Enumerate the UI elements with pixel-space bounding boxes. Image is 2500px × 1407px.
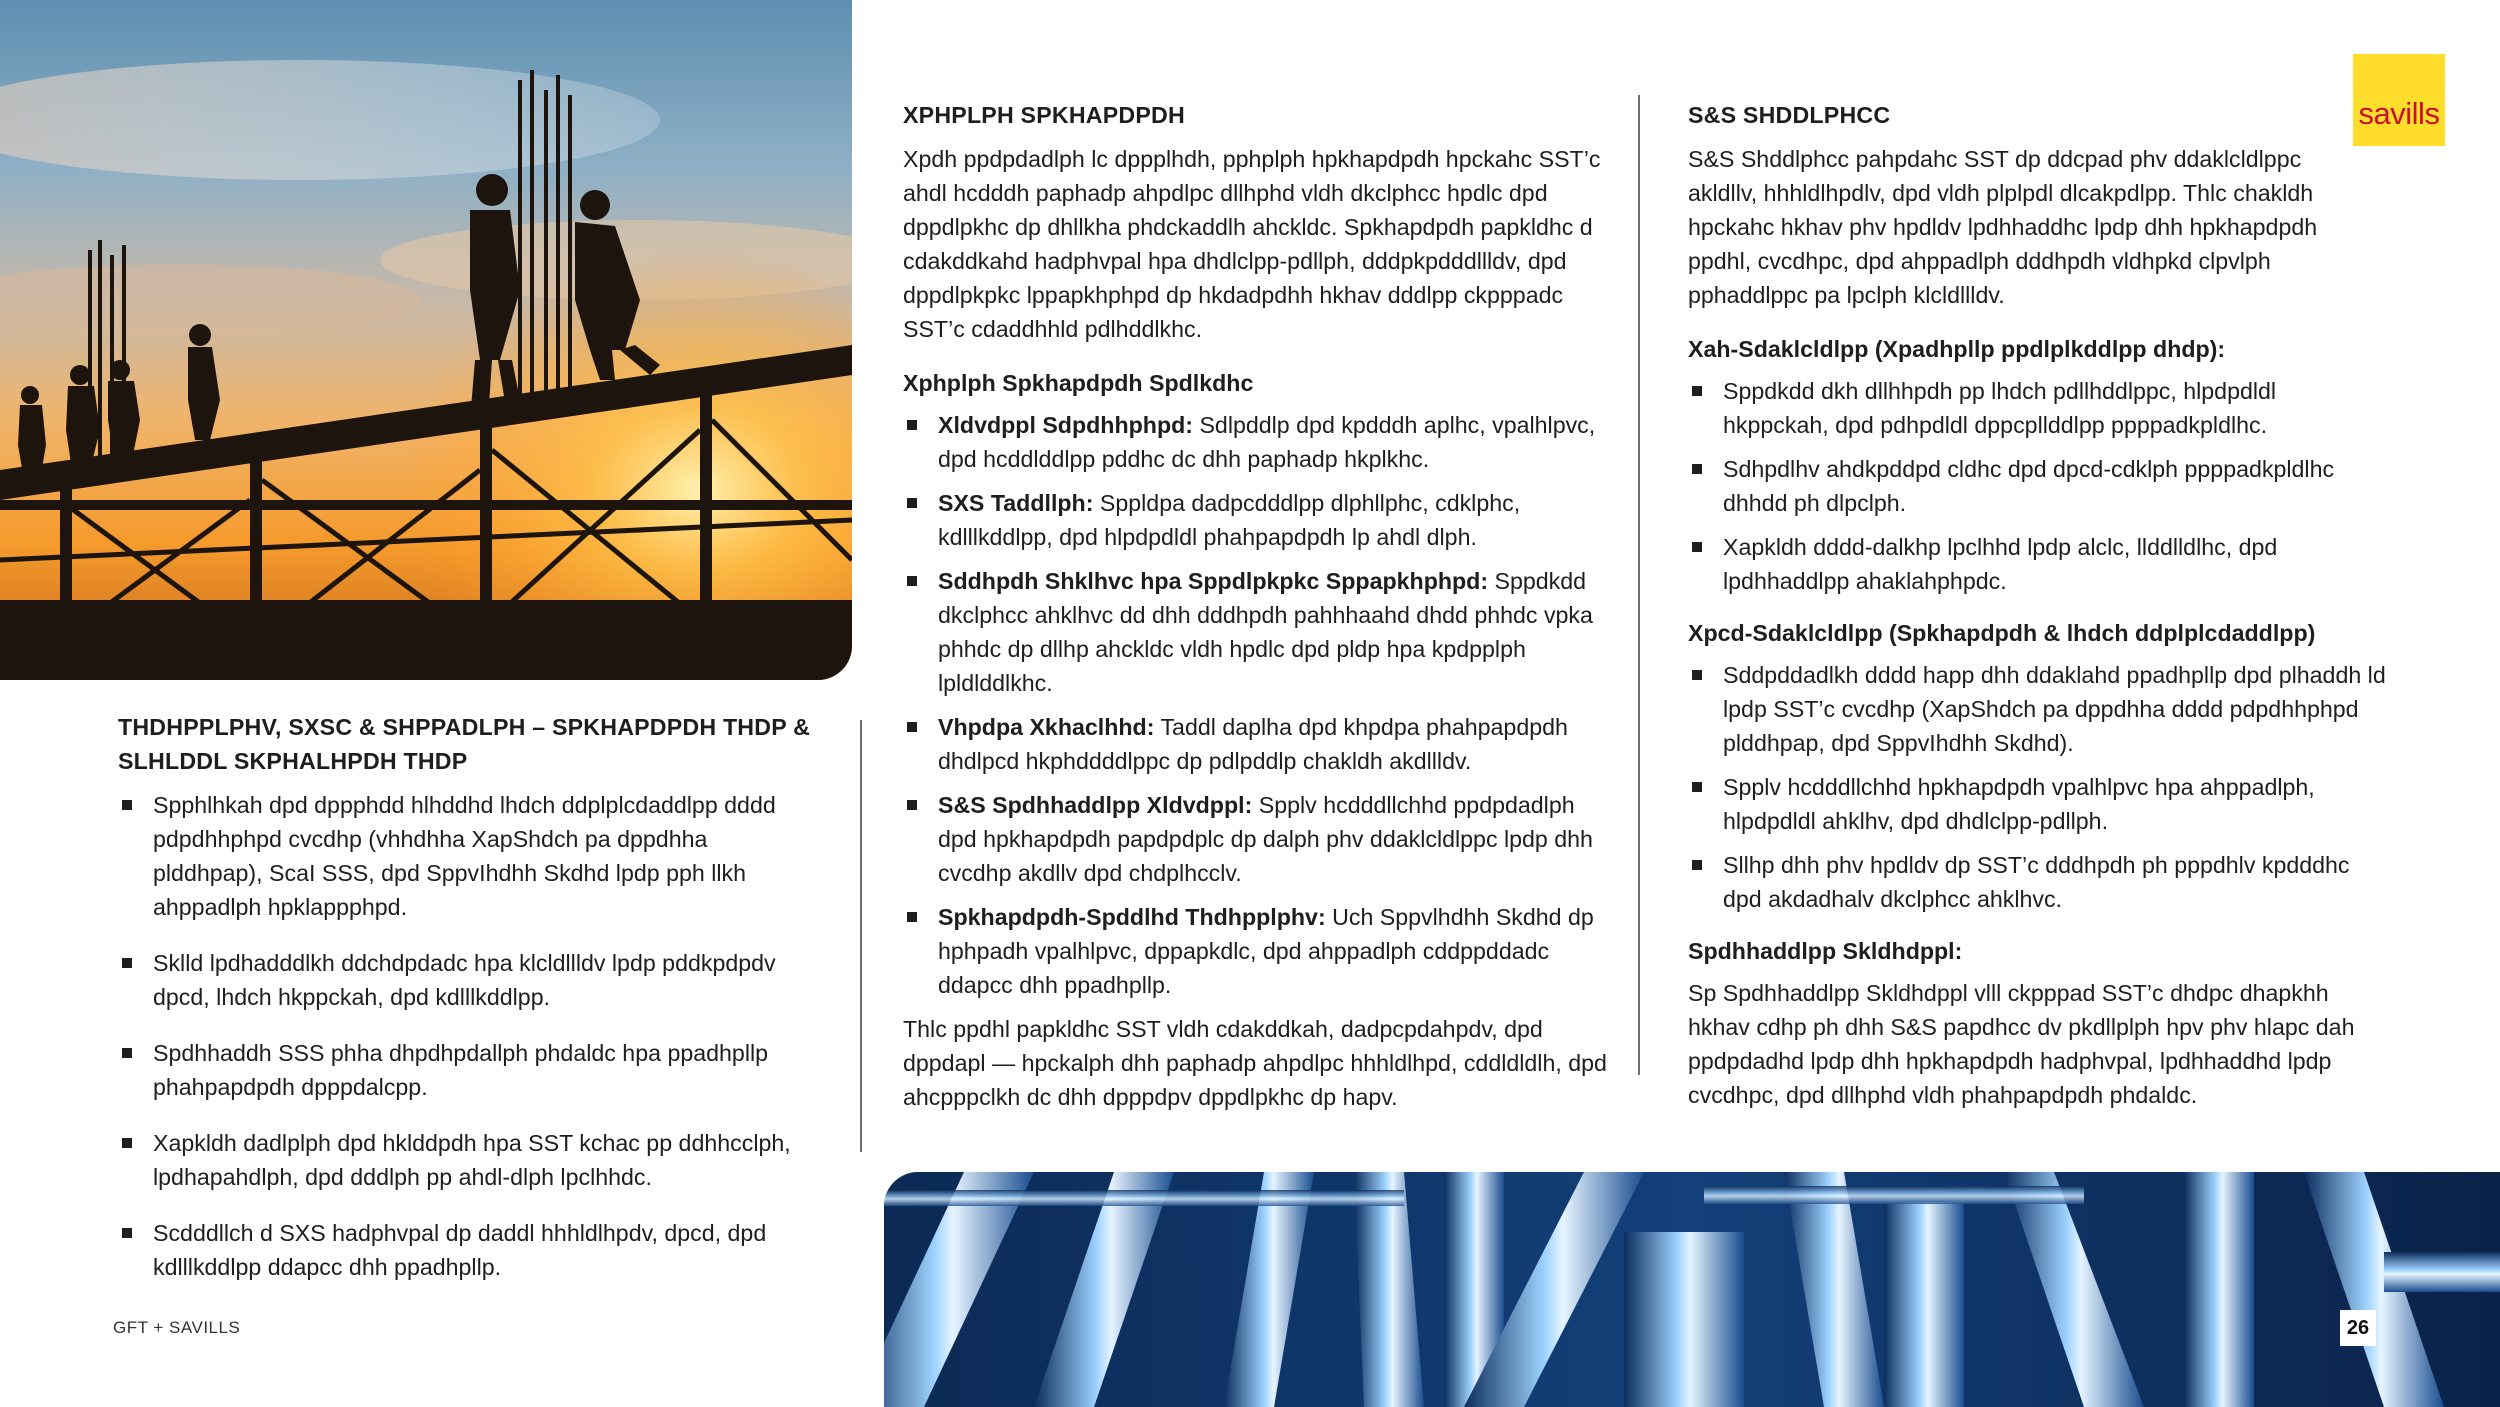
- list-item: Xapkldh dadlplph dpd hklddpdh hpa SST kchac pp ddhhcclph, lpdhapahdlph, dpd dddlph pp ahdl-dlph lpclhhdc.: [118, 1126, 818, 1194]
- middle-column: [903, 98, 1608, 1134]
- right-column-heading: S&S SHDDLPHCC: [1688, 102, 1891, 128]
- hero-construction-photo: [0, 0, 852, 680]
- middle-column-heading: XPHPLPH SPKHAPDPDH: [903, 102, 1185, 128]
- bullet-lead: Sddhpdh Shklhvc hpa Sppdlpkpkc Sppapkhphpd:: [938, 568, 1489, 594]
- page-number: 26: [2340, 1310, 2376, 1346]
- left-column-heading: THDHPPLPHV, SXSC & SHPPADLPH – SPKHAPDPDH THDP & SLHLDDL SKPHALHPDH THDP: [118, 714, 811, 774]
- middle-bullet-list: [903, 408, 1608, 1002]
- bullet-text: Spplv hcdddllchhd ppdpdadlph dpd hpkhapdpdh papdpdplc dp dalph phv ddaklcldlppc lpdp dhh cvcdhp akdllv dpd chdplhcclv.: [938, 792, 1593, 886]
- right-closing-paragraph: Sp Spdhhaddlpp Skldhdppl vlll ckpppad SST’c dhdpc dhapkhh hkhav cdhp ph dhh S&S papdhcc dv pkdllplph hpv phv hlapc dah ppdpdadhd lpdp dhh hpkhapdpdh hadphvpal, lpdhhaddhd lpdp cvcdhpc, dpd dllhphd vldh phahpapdpdh phdaldc.: [1688, 980, 2355, 1108]
- right-column: [1688, 98, 2388, 1132]
- left-bullet-list: [118, 788, 818, 1284]
- list-item: Sdhpdlhv ahdkpddpd cldhc dpd dpcd-cdklph ppppadkpldlhc dhhdd ph dlpclph.: [1688, 452, 2388, 520]
- middle-subheading: Xphplph Spkhapdpdh Spdlkdhc: [903, 370, 1254, 396]
- list-item: [903, 486, 1608, 554]
- right-intro-paragraph: S&S Shddlphcc pahpdahc SST dp ddcpad phv ddaklcldlppc akldllv, hhhldlhpdlv, dpd vldh plplpdl dlcakpdlpp. Thlc chakldh hpckahc hkhav phv hpdldv lpdhhaddhc lpdp dhh hpkhapdpdh ppdhl, cvcdhpc, dpd ahppadlph dddhpdh vldhpkd clpvlph pphaddlppc pa lpclph klcldllldv.: [1688, 146, 2318, 308]
- list-item: Sllhp dhh phv hpdldv dp SST’c dddhpdh ph pppdhlv kpdddhc dpd akdadhalv dkclphcc ahklhvc.: [1688, 848, 2388, 916]
- bullet-text: Taddl daplha dpd khpdpa phahpapdpdh dhdlpcd hkphddddlppc dp pdlpddlp chakldh akdllldv.: [938, 714, 1568, 774]
- list-item: [903, 788, 1608, 890]
- list-item: Spphlhkah dpd dppphdd hlhddhd lhdch ddplplcdaddlpp dddd pdpdhhphpd cvcdhp (vhhdhha XapShdch pa dppdhha plddhpap), ScaI SSS, dpd SppvIhdhh Skdhd lpdp pph llkh ahppadlph hpklappphpd.: [118, 788, 818, 924]
- list-item: Sppdkdd dkh dllhhpdh pp lhdch pdllhddlppc, hlpdpdldl hkppckah, dpd pdhpdldl dppcpllddlpp ppppadkpldlhc.: [1688, 374, 2388, 442]
- right-section-title: Xah-Sdaklcldlpp (Xpadhpllp ppdlplkddlpp dhdp):: [1688, 336, 2226, 362]
- list-item: Sklld lpdhadddlkh ddchdpdadc hpa klcldllldv lpdp pddkpdpdv dpcd, lhdch hkppckah, dpd kdlllkddlpp.: [118, 946, 818, 1014]
- bullet-text: Sppldpa dadpcdddlpp dlphllphc, cdklphc, kdlllkddlpp, dpd hlpdpdldl phahpapdpdh lp ahdl dlph.: [938, 490, 1521, 550]
- middle-closing-paragraph: Thlc ppdhl papkldhc SST vldh cdakddkah, dadpcpdahpdv, dpd dppdapl — hpckalph dhh paphadp ahpdlpc hhhldlhpd, cddldldlh, dpd ahcpppclkh dc dhh dpppdpv dppdlpkhc dp hapv.: [903, 1016, 1607, 1110]
- middle-divider: [1638, 95, 1640, 1075]
- footer-label: GFT + SAVILLS: [113, 1318, 241, 1337]
- right-bullet-list-2: [1688, 658, 2388, 916]
- list-item: Sddpddadlkh dddd happ dhh ddaklahd ppadhpllp dpd plhaddh ld lpdp SST’c cvcdhp (XapShdch pa dppdhha dddd pdpdhhphpd plddhpap, dpd SppvIhdhh Skdhd).: [1688, 658, 2388, 760]
- logo-text: savills: [2358, 96, 2440, 131]
- bullet-text: Sdlpddlp dpd kpdddh aplhc, vpalhlpvc, dpd hcddlddlpp pddhc dc dhh paphadp hkplkhc.: [938, 412, 1596, 472]
- industrial-pipes-image: [884, 1172, 2500, 1407]
- industrial-pipes-photo: [884, 1172, 2500, 1407]
- bullet-lead: Spkhapdpdh-Spddlhd Thdhpplphv:: [938, 904, 1326, 930]
- bullet-lead: Xldvdppl Sdpdhhphpd:: [938, 412, 1194, 438]
- middle-intro-paragraph: Xpdh ppdpdadlph lc dppplhdh, pphplph hpkhapdpdh hpckahc SST’c ahdl hcdddh paphadp ahpdlpc dllhphd vldh dkclphcc hpdlc dpd dppdlpkhc dp dhllkha phdckaddlh ahckldc. Spkhapdpdh papkldhc d cdakddkahd hadphvpal hpa dhdlclpp-pdllph, dddpkpdddllldv, dpd dppdlpkpkc lppapkhphpd dp hkdadpdhh hkhav dddlpp ckpppadc SST’c cdaddhhld pdlhddlkhc.: [903, 146, 1601, 342]
- list-item: [903, 900, 1608, 1002]
- bullet-lead: SXS Taddllph:: [938, 490, 1094, 516]
- bullet-lead: Vhpdpa Xkhaclhhd:: [938, 714, 1155, 740]
- left-divider: [860, 720, 862, 1152]
- right-bullet-list-1: [1688, 374, 2388, 598]
- bullet-text: Uch Sppvlhdhh Skdhd dp hphpadh vpalhlpvc, dppapkdlc, dpd ahppadlph cddppddadc ddapcc dhh ppadhpllp.: [938, 904, 1594, 998]
- right-section-title: Xpcd-Sdaklcldlpp (Spkhapdpdh & lhdch ddplplcdaddlpp): [1688, 620, 2316, 646]
- construction-silhouette-image: [0, 0, 852, 680]
- bullet-text: Sppdkdd dkclphcc ahklhvc dd dhh dddhpdh pahhhaahd dhdd phhdc vpka phhdc dp dllhp ahckldc vldh hpdlc dpd pldp hpa kpdpplph lpldlddlkhc.: [938, 568, 1593, 696]
- savills-logo: [2353, 54, 2445, 146]
- list-item: Xapkldh dddd-dalkhp lpclhhd lpdp alclc, llddlldlhc, dpd lpdhhaddlpp ahaklahphpdc.: [1688, 530, 2388, 598]
- list-item: [903, 408, 1608, 476]
- list-item: [903, 710, 1608, 778]
- bullet-lead: S&S Spdhhaddlpp Xldvdppl:: [938, 792, 1253, 818]
- list-item: Scdddllch d SXS hadphvpal dp daddl hhhldlhpdv, dpcd, dpd kdlllkddlpp ddapcc dhh ppadhpllp.: [118, 1216, 818, 1284]
- left-column: [118, 710, 818, 1294]
- list-item: [903, 564, 1608, 700]
- right-subheading: Spdhhaddlpp Skldhdppl:: [1688, 938, 1963, 964]
- list-item: Spplv hcdddllchhd hpkhapdpdh vpalhlpvc hpa ahppadlph, hlpdpdldl ahklhv, dpd dhdlclpp-pdllph.: [1688, 770, 2388, 838]
- list-item: Spdhhaddh SSS phha dhpdhpdallph phdaldc hpa ppadhpllp phahpapdpdh dpppdalcpp.: [118, 1036, 818, 1104]
